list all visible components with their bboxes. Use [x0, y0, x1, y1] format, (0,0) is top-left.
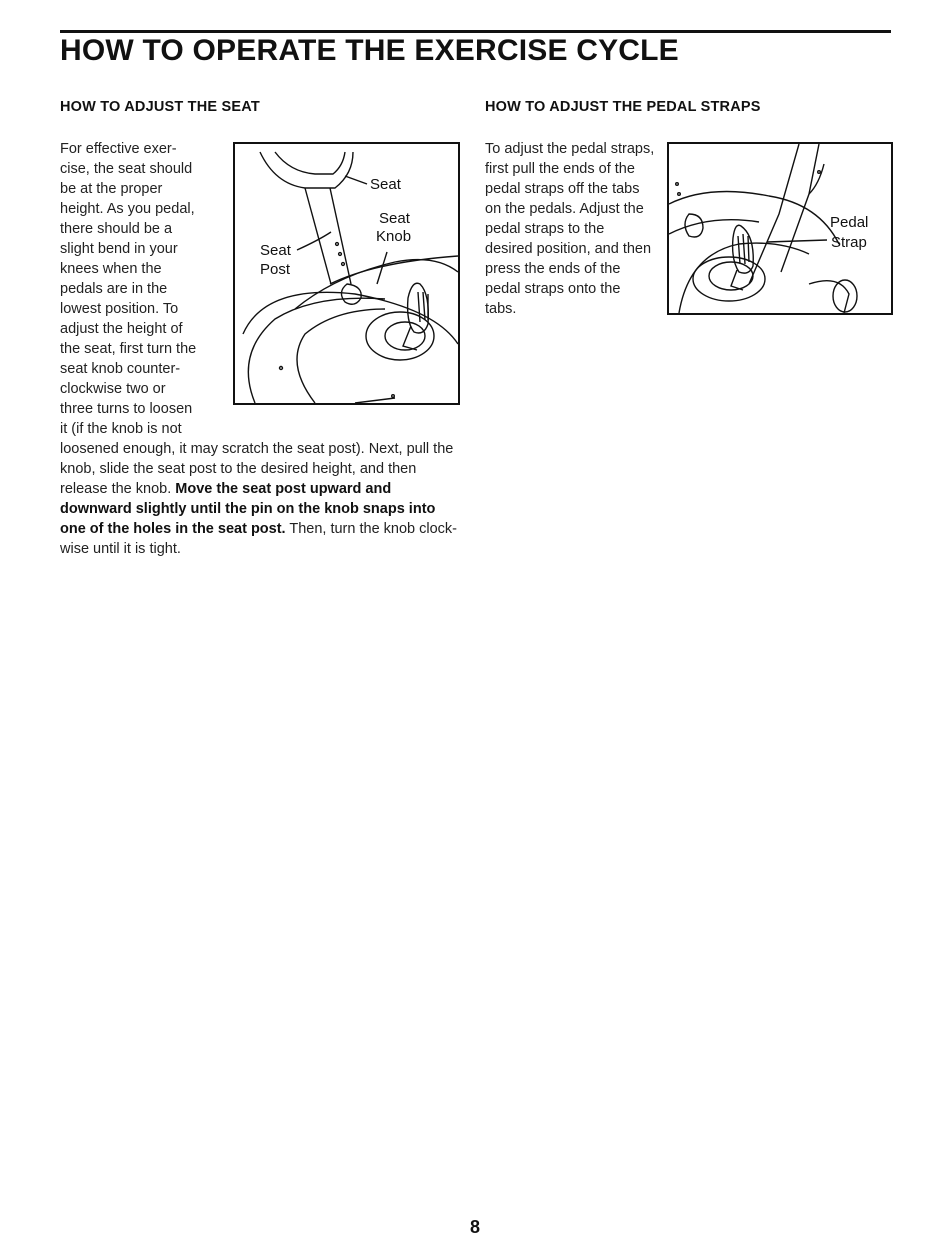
- seat-adjustment-illustration: [233, 142, 460, 405]
- page-number: 8: [469, 1217, 480, 1237]
- pedal-strap-label-line1: Pedal: [830, 214, 869, 231]
- seat-instructions-emphasis: Move the seat post upward and downward slightly until the pin on the knob snaps into one of the holes in the seat post.: [60, 481, 436, 537]
- pedal-strap-illustration: [667, 142, 893, 315]
- pedal-section-heading: HOW TO ADJUST THE PEDAL STRAPS: [485, 99, 761, 115]
- page-title: HOW TO OPERATE THE EXERCISE CYCLE: [60, 34, 679, 67]
- seat-section-heading: HOW TO ADJUST THE SEAT: [60, 99, 260, 115]
- pedal-instructions: To adjust the pedal straps, first pull the ends of the pedal straps off the tabs on the pedals. Adjust the pedal straps to the desired position, and then press the ends of the pedal straps onto the tabs.: [485, 141, 655, 317]
- seat-knob-label-line2: Knob: [376, 228, 412, 245]
- seat-instructions: For effective exer- cise, the seat should be at the proper height. As you pedal, there should be a slight bend in your knees when the pedals are in the lowest position. To adjust the height of the seat, first turn the seat knob counter- clockwise two or three turns to loosen it (if the knob is not loosened enough, it may scratch the seat post). Next, pull the knob, slide the seat post to the desired height, and then release the knob. Move the seat post upward and downward slightly until the pin on the knob snaps into one of the holes in the seat post. Then, turn the knob clock- wise until it is tight.: [60, 141, 458, 557]
- seat-post-label-line2: Post: [260, 261, 291, 278]
- seat-post-label-line1: Seat: [260, 242, 291, 259]
- pedal-strap-label-line2: Strap: [831, 234, 867, 251]
- title-rule: [60, 30, 891, 33]
- seat-knob-label-line1: Seat: [379, 210, 410, 227]
- seat-label: Seat: [370, 176, 401, 193]
